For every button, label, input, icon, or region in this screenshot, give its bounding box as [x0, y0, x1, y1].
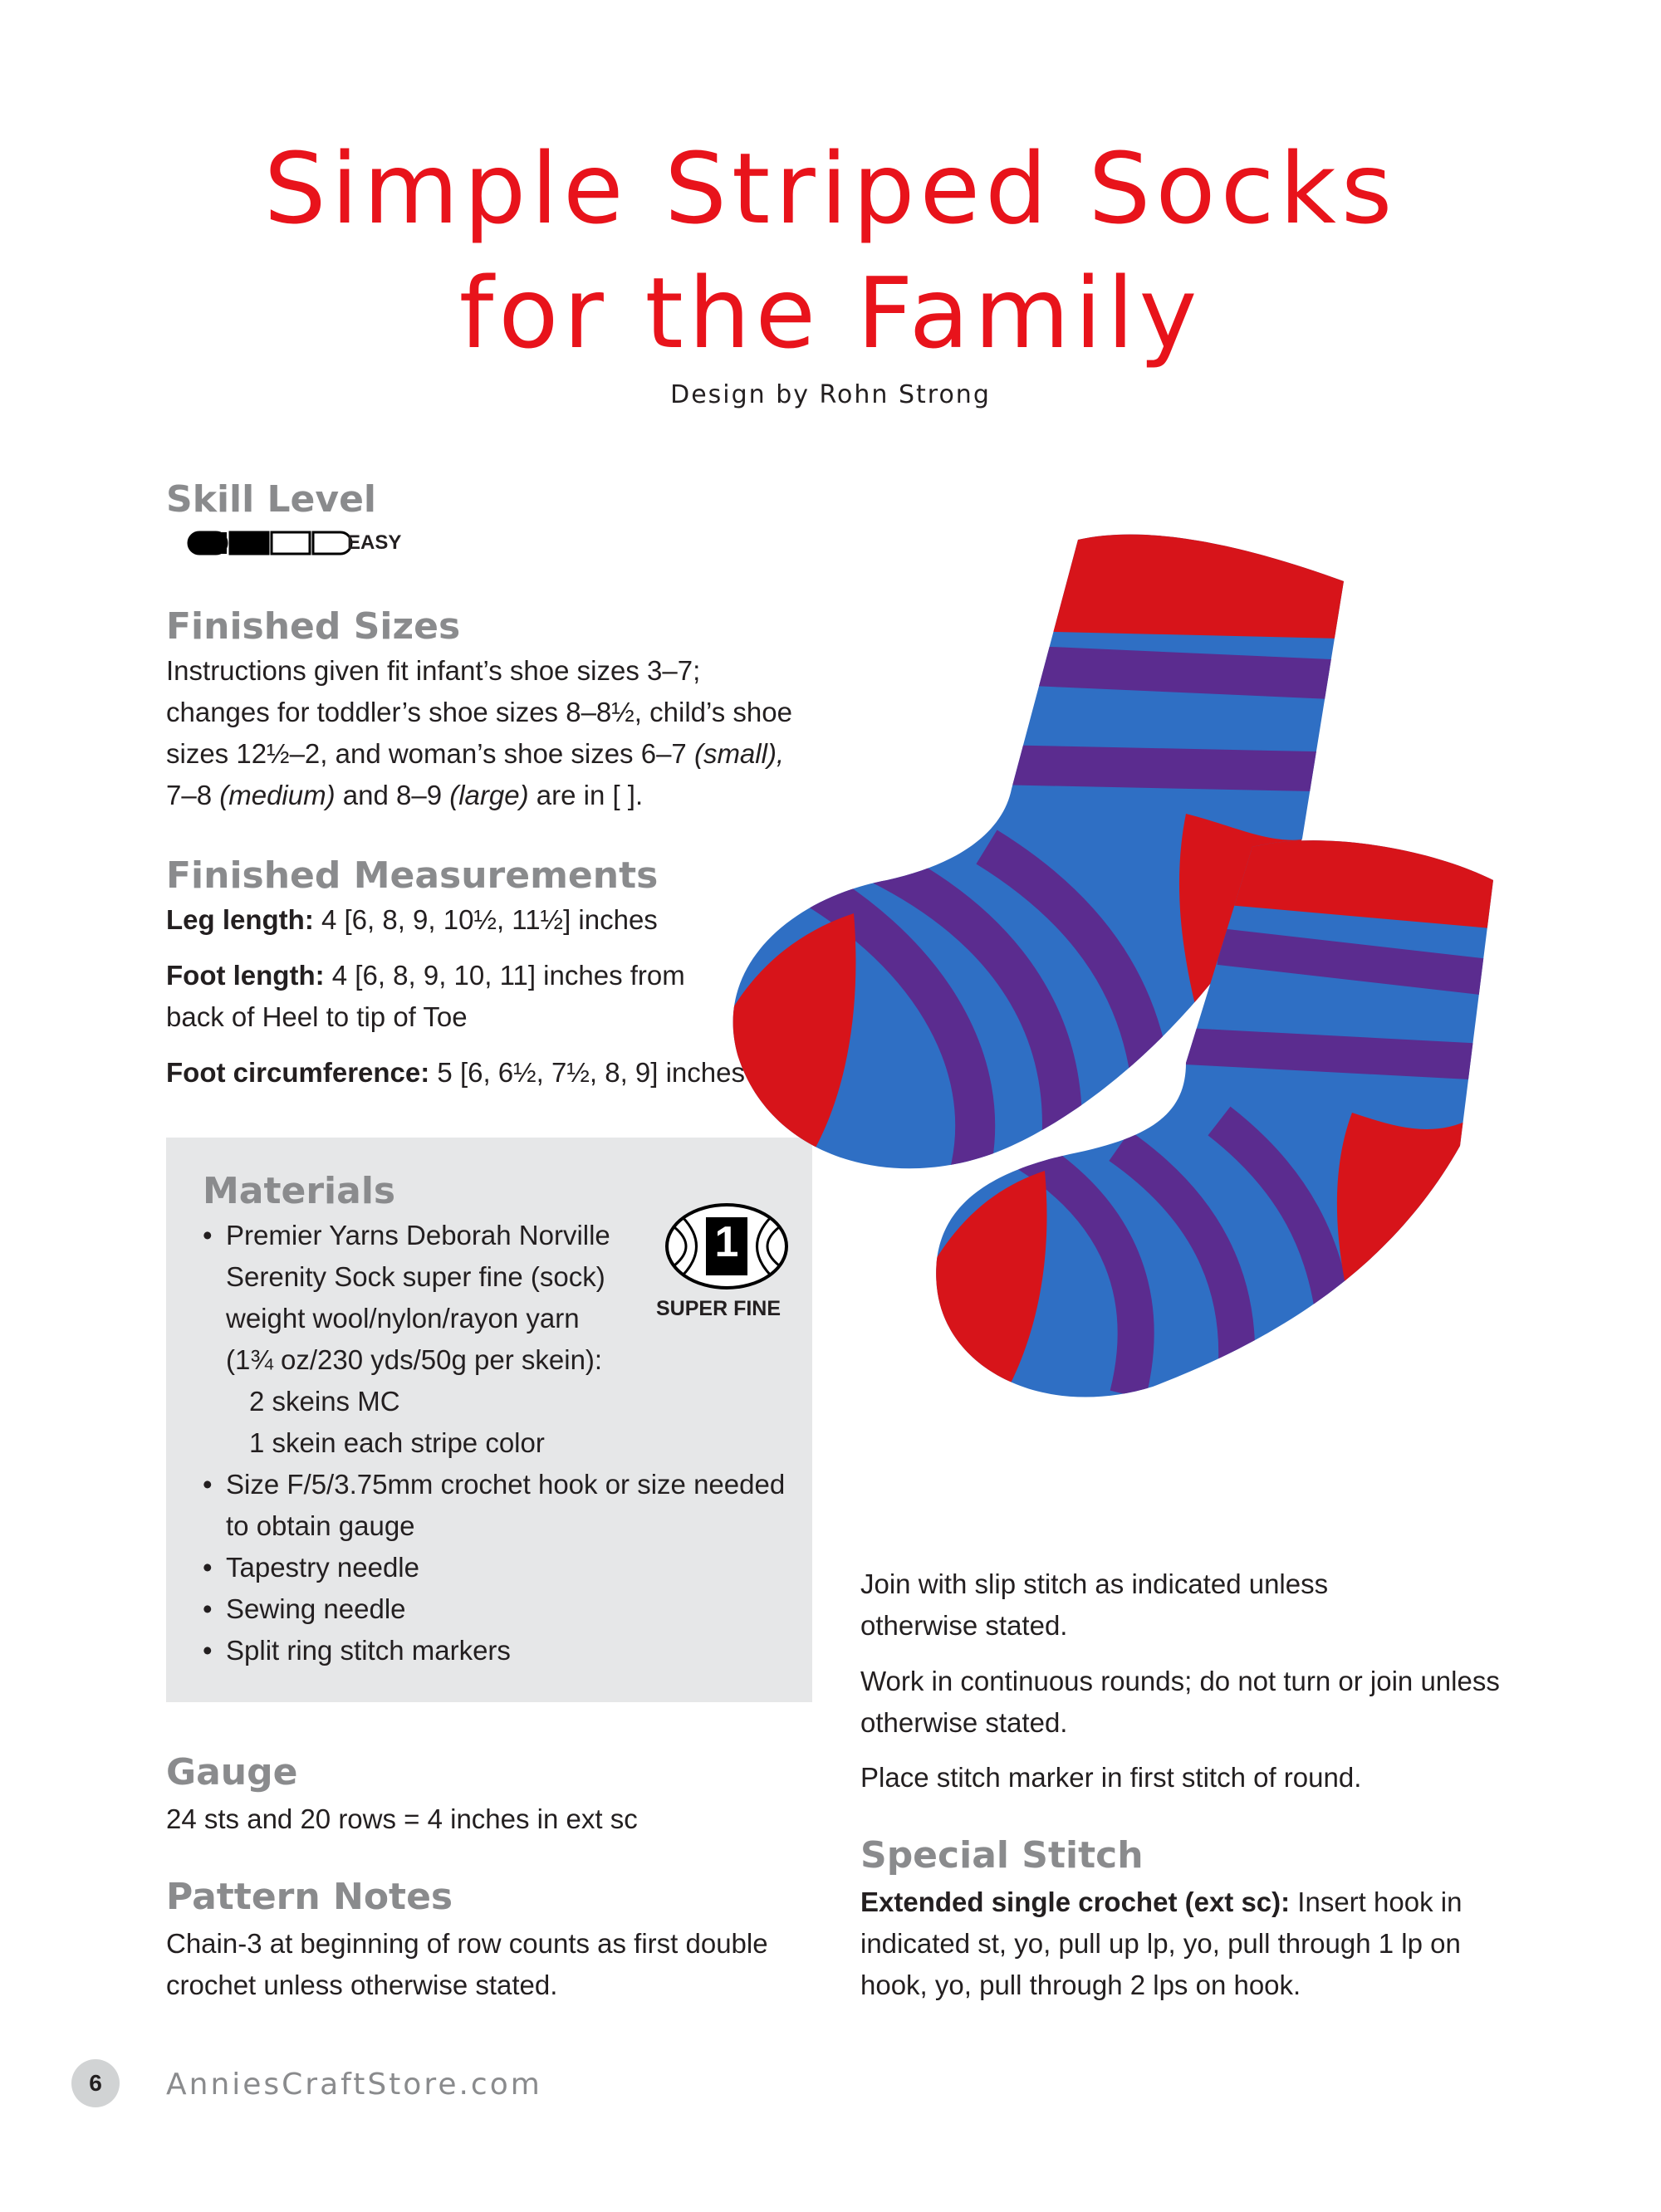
skill-level-heading: Skill Level: [166, 478, 376, 521]
material-line: Tapestry needle: [226, 1552, 419, 1583]
size-large: (large): [449, 780, 529, 810]
pattern-notes-line: Chain-3 at beginning of row counts as first double: [166, 1928, 768, 1959]
material-line: Sewing needle: [226, 1593, 406, 1624]
leg-length: [166, 899, 658, 941]
foot-length-label: Foot length:: [166, 960, 325, 991]
yarn-weight-number: 1: [714, 1218, 739, 1266]
skill-level-label: EASY: [347, 531, 402, 554]
bullet: •: [203, 1552, 213, 1583]
finished-sizes-line: changes for toddler’s shoe sizes 8–8½, child’s shoe: [166, 697, 792, 727]
list-item: [203, 1630, 785, 1671]
site-url: AnniesCraftStore.com: [166, 2068, 542, 2102]
leg-length-value: 4 [6, 8, 9, 10½, 11½] inches: [313, 904, 658, 935]
skill-block-3: [272, 532, 310, 554]
pattern-notes-text: [166, 1923, 768, 2006]
material-line: Size F/5/3.75mm crochet hook or size needed: [226, 1469, 786, 1500]
page-title-line-1: Simple Striped Socks: [263, 131, 1398, 246]
text-run: Insert hook in: [1290, 1887, 1463, 1917]
foot-circumference: [166, 1052, 745, 1094]
finished-sizes-line: [166, 733, 792, 775]
text-run: sizes 12½–2, and woman’s shoe sizes 6–7: [166, 738, 694, 769]
special-stitch-line: hook, yo, pull through 2 lps on hook.: [860, 1970, 1301, 2000]
special-stitch-label: Extended single crochet (ext sc):: [860, 1887, 1291, 1917]
list-item: [203, 1547, 785, 1588]
material-line: 1 skein each stripe color: [249, 1427, 545, 1458]
bullet: •: [203, 1469, 213, 1500]
finished-sizes-line: [166, 775, 792, 816]
gauge-text: 24 sts and 20 rows = 4 inches in ext sc: [166, 1803, 638, 1834]
special-stitch-heading: Special Stitch: [860, 1834, 1144, 1877]
foot-circumference-value: 5 [6, 6½, 7½, 8, 9] inches: [429, 1057, 745, 1088]
byline: Design by Rohn Strong: [670, 380, 991, 409]
foot-length: [166, 955, 685, 1038]
bullet: •: [203, 1635, 213, 1666]
special-stitch-line: [860, 1882, 1462, 1923]
foot-circumference-label: Foot circumference:: [166, 1057, 430, 1088]
material-line: Serenity Sock super fine (sock): [226, 1261, 605, 1292]
materials-list: [203, 1215, 785, 1671]
material-line: Premier Yarns Deborah Norville: [226, 1220, 610, 1250]
leg-length-label: Leg length:: [166, 904, 314, 935]
gauge-heading: Gauge: [166, 1751, 298, 1794]
material-line: to obtain gauge: [226, 1510, 415, 1541]
list-item: [203, 1215, 785, 1464]
text-run: 7–8: [166, 780, 220, 810]
striped-socks-photo: [721, 515, 1618, 1412]
list-item: [203, 1464, 785, 1547]
size-small: (small),: [693, 738, 785, 769]
yarn-weight-label: SUPER FINE: [656, 1297, 782, 1320]
skill-block-2: [230, 532, 268, 554]
foot-length-value: 4 [6, 8, 9, 10, 11] inches from: [324, 960, 685, 991]
material-line: (1¾ oz/230 yds/50g per skein):: [226, 1344, 603, 1375]
pattern-notes-line: otherwise stated.: [860, 1610, 1068, 1641]
foot-length-line: back of Heel to tip of Toe: [166, 1001, 468, 1032]
bullet: •: [203, 1220, 213, 1250]
text-run: are in [ ].: [528, 780, 644, 810]
finished-sizes-text: [166, 650, 792, 816]
list-item: [203, 1588, 785, 1630]
special-stitch-text: [860, 1882, 1462, 2006]
pattern-notes-rounds: [860, 1661, 1500, 1744]
pattern-notes-line: crochet unless otherwise stated.: [166, 1970, 558, 2000]
pattern-notes-marker: Place stitch marker in first stitch of round.: [860, 1762, 1362, 1793]
foot-length-line: [166, 955, 685, 996]
bullet: •: [203, 1593, 213, 1624]
pattern-notes-heading: Pattern Notes: [166, 1876, 453, 1918]
finished-sizes-line: Instructions given fit infant’s shoe sizes 3–7;: [166, 655, 701, 686]
pattern-notes-line: otherwise stated.: [860, 1707, 1068, 1738]
material-line: weight wool/nylon/rayon yarn: [226, 1303, 580, 1334]
finished-sizes-heading: Finished Sizes: [166, 605, 461, 648]
size-medium: (medium): [219, 780, 336, 810]
pattern-notes-join: [860, 1564, 1328, 1647]
materials-heading: Materials: [203, 1170, 396, 1212]
pattern-notes-line: Work in continuous rounds; do not turn or join unless: [860, 1666, 1500, 1696]
special-stitch-line: indicated st, yo, pull up lp, yo, pull through 1 lp on: [860, 1928, 1461, 1959]
pattern-notes-line: Join with slip stitch as indicated unless: [860, 1568, 1329, 1599]
page-title-line-2: for the Family: [458, 256, 1203, 370]
skill-block-1b: [207, 532, 227, 554]
text-run: and 8–9: [335, 780, 450, 810]
material-line: 2 skeins MC: [249, 1386, 400, 1417]
page-number: 6: [71, 2059, 120, 2107]
material-line: Split ring stitch markers: [226, 1635, 511, 1666]
skill-block-4: [313, 532, 351, 554]
finished-measurements-heading: Finished Measurements: [166, 854, 659, 897]
